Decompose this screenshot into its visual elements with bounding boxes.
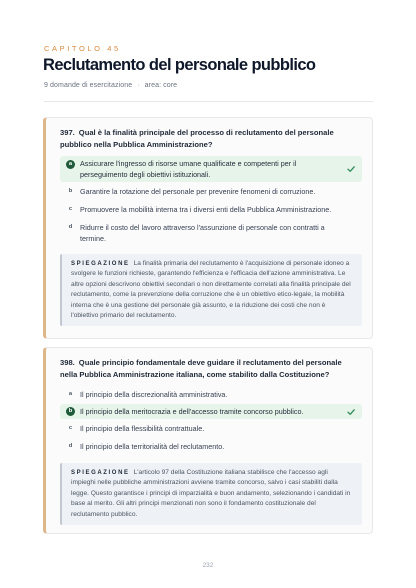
option-letter: c (68, 425, 73, 431)
question-number: 398. (60, 358, 75, 367)
option-text: Ridurre il costo del lavoro attraverso l'assunzione di personale con contratti a termine. (80, 223, 325, 243)
explanation-text: La finalità primaria del reclutamento è l'acquisizione di personale idoneo a svolgere le funzioni richieste, garantendo l'efficienza e l'efficacia dell'azione amministrativa. Le altre opzioni descrivono obiettivi secondari o non direttamente correlati alla finalità principale del reclutamento, come la prevenzione della corruzione che è un obiettivo etico-legale, la mobilità interna che è una gestione del personale già assunto, e la riduzione dei costi che non è l'obiettivo primario del reclutamento. (71, 260, 351, 320)
page-meta (44, 82, 177, 89)
option-letter: a (68, 391, 73, 397)
option-c[interactable] (60, 423, 362, 434)
question-body: Quale principio fondamentale deve guidare il reclutamento del personale nella Pubblica Amministrazione italiana, come stabilito dalla Costituzione? (60, 358, 342, 379)
explanation-label: SPIEGAZIONE (71, 470, 130, 476)
option-d[interactable] (60, 222, 362, 244)
page-number: 232 (202, 562, 214, 569)
option-text: Il principio della discrezionalità amministrativa. (80, 390, 228, 399)
option-letter: a (66, 160, 75, 169)
question-text (60, 357, 358, 380)
option-b[interactable] (60, 404, 362, 419)
option-letter: c (68, 206, 73, 212)
question-text (60, 127, 358, 150)
check-icon (346, 164, 356, 174)
option-text: Garantire la rotazione del personale per prevenire fenomeni di corruzione. (80, 187, 316, 196)
explanation-text: L'articolo 97 della Costituzione italiana stabilisce che l'accesso agli impieghi nelle pubbliche amministrazioni avviene tramite concorso, salvo i casi stabiliti dalla legge. Questo garantisce i principi di imparzialità e buon andamento, selezionando i candidati in base al merito. Gli altri principi menzionati non sono il fondamento costituzionale del reclutamento pubblico. (71, 469, 351, 518)
option-text: Il principio della territorialità del reclutamento. (80, 442, 225, 451)
meta-separator: · (137, 82, 140, 89)
question-body: Qual è la finalità principale del processo di reclutamento del personale pubblico nella Pubblica Amministrazione? (60, 128, 334, 149)
question-count: 9 domande di esercitazione (44, 82, 133, 89)
explanation-box (60, 463, 362, 525)
question-card-397 (43, 117, 373, 339)
option-text: Il principio della meritocrazia e dell'accesso tramite concorso pubblico. (80, 407, 304, 416)
option-text: Assicurare l'ingresso di risorse umane qualificate e competenti per il perseguimento degli obiettivi istituzionali. (80, 159, 297, 179)
option-c[interactable] (60, 204, 362, 215)
option-d[interactable] (60, 441, 362, 452)
option-text: Promuovere la mobilità interna tra i diversi enti della Pubblica Amministrazione. (80, 205, 332, 214)
option-letter: d (68, 443, 73, 449)
option-text: Il principio della flessibilità contrattuale. (80, 424, 205, 433)
chapter-label: CAPITOLO 45 (44, 44, 121, 53)
option-letter: b (68, 188, 73, 194)
question-card-398 (43, 347, 373, 534)
page-title: Reclutamento del personale pubblico (43, 56, 316, 74)
option-letter: d (68, 224, 73, 230)
check-icon (346, 407, 356, 417)
option-letter: b (66, 407, 75, 416)
explanation-label: SPIEGAZIONE (71, 261, 130, 267)
header-divider (44, 101, 373, 102)
option-b[interactable] (60, 186, 362, 197)
option-a[interactable] (60, 156, 362, 182)
explanation-box (60, 254, 362, 326)
option-a[interactable] (60, 389, 362, 400)
area-label: area: core (144, 82, 178, 89)
question-number: 397. (60, 128, 75, 137)
